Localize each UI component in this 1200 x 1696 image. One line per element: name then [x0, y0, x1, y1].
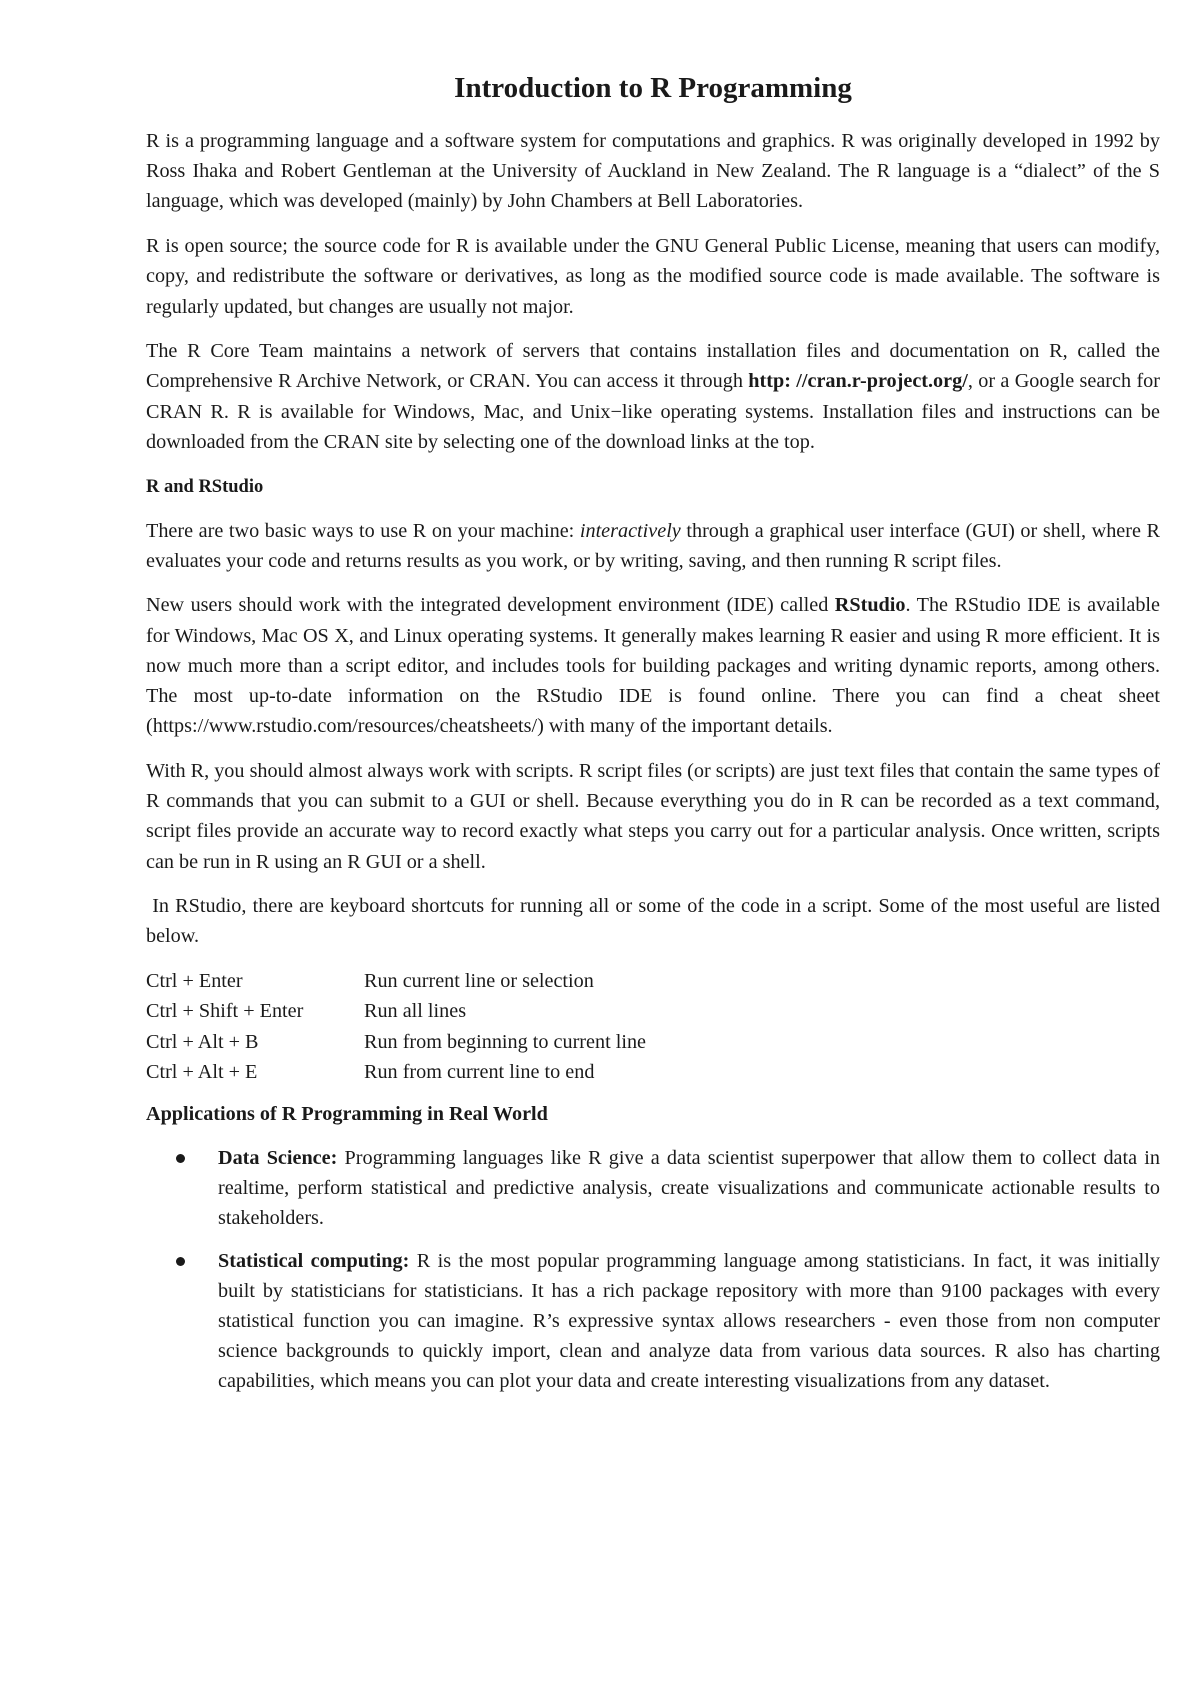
paragraph-shortcuts-intro: In RStudio, there are keyboard shortcuts for running all or some of the code in a script. Some of the most useful are listed below.: [146, 895, 1166, 948]
usage-text-after: through a graphical user interface (GUI) or shell, where R evaluates your code and returns results as you work, or by writing, saving, and then running R script files.: [146, 519, 1160, 572]
paragraph-usage: [146, 516, 1160, 576]
shortcut-row: [146, 1027, 646, 1057]
shortcut-key: Ctrl + Enter: [146, 970, 243, 993]
shortcut-row: [146, 966, 646, 996]
list-item-text: Programming languages like R give a data scientist superpower that allow them to collect data in realtime, perform statistical and predictive analysis, create visualizations and communicate actionable results to stakeholders.: [218, 1146, 1160, 1230]
paragraph-scripts: With R, you should almost always work with scripts. R script files (or scripts) are just text files that contain the same types of R commands that you can submit to a GUI or shell. Because everything you do in R can be recorded as a text command, script files provide an accurate way to record exactly what steps you carry out for a particular analysis. Once written, scripts can be run in R using an R GUI or a shell.: [146, 759, 1160, 873]
rstudio-bold: RStudio: [834, 594, 906, 617]
shortcut-action: Run current line or selection: [364, 970, 594, 993]
paragraph-rstudio: [146, 590, 1160, 741]
cran-text-before: The R Core Team maintains a network of servers that contains installation files and documentation on R, called the Comprehensive R Archive Network, or CRAN. You can access it through: [146, 340, 1160, 393]
shortcut-row: [146, 996, 646, 1026]
section-heading-applications: Applications of R Programming in Real World: [146, 1102, 548, 1125]
list-item: [218, 1246, 1160, 1397]
paragraph-open-source: R is open source; the source code for R is available under the GNU General Public License, meaning that users can modify, copy, and redistribute the software or derivatives, as long as the modified source code is made available. The software is regularly updated, but changes are usually not major.: [146, 235, 1160, 318]
shortcut-key: Ctrl + Alt + B: [146, 1030, 259, 1053]
cran-text-after: , or a Google search for CRAN R. R is available for Windows, Mac, and Unix−like operating systems. Installation files and instructions can be downloaded from the CRAN site by selecting one of the download links at the top.: [146, 370, 1160, 453]
paragraph-cran: [146, 336, 1160, 457]
list-item-term: Statistical computing:: [218, 1249, 410, 1272]
shortcut-row: [146, 1057, 646, 1087]
list-item: [218, 1143, 1160, 1234]
shortcut-action: Run all lines: [364, 1000, 467, 1023]
shortcuts-table: [146, 966, 646, 1087]
paragraph-intro: R is a programming language and a software system for computations and graphics. R was originally developed in 1992 by Ross Ihaka and Robert Gentleman at the University of Auckland in New Zealand. The R language is a “dialect” of the S language, which was developed (mainly) by John Chambers at Bell Laboratories.: [146, 130, 1160, 213]
rstudio-text-after: . The RStudio IDE is available for Windows, Mac OS X, and Linux operating systems. It generally makes learning R easier and using R more efficient. It is now much more than a script editor, and includes tools for building packages and writing dynamic reports, among others. The most up-to-date information on the RStudio IDE is found online. There you can find a cheat sheet (https://www.rstudio.com/resources/cheatsheets/) with many of the important details.: [146, 594, 1160, 738]
shortcut-key: Ctrl + Shift + Enter: [146, 1000, 304, 1023]
usage-text-before: There are two basic ways to use R on your machine:: [146, 519, 580, 542]
bullet-icon: [176, 1257, 185, 1266]
shortcut-key: Ctrl + Alt + E: [146, 1060, 258, 1083]
shortcut-action: Run from beginning to current line: [364, 1030, 647, 1053]
document-page: [146, 68, 1166, 1409]
applications-list: [146, 1143, 1160, 1397]
shortcut-action: Run from current line to end: [364, 1060, 595, 1083]
list-item-term: Data Science:: [218, 1146, 338, 1169]
list-item-text: R is the most popular programming language among statisticians. In fact, it was initially built by statisticians for statisticians. It has a rich package repository with more than 9100 packages with every statistical function you can imagine. R’s expressive syntax allows researchers - even those from non computer science backgrounds to quickly import, clean and analyze data from various data sources. R also has charting capabilities, which means you can plot your data and create interesting visualizations from any dataset.: [218, 1249, 1160, 1393]
section-heading-rstudio: R and RStudio: [146, 476, 264, 497]
bullet-icon: [176, 1154, 185, 1163]
rstudio-text-before: New users should work with the integrated development environment (IDE) called: [146, 594, 835, 617]
cran-link[interactable]: http: //cran.r-project.org/: [748, 370, 968, 393]
page-title: Introduction to R Programming: [454, 72, 852, 104]
usage-italic: interactively: [579, 519, 681, 542]
